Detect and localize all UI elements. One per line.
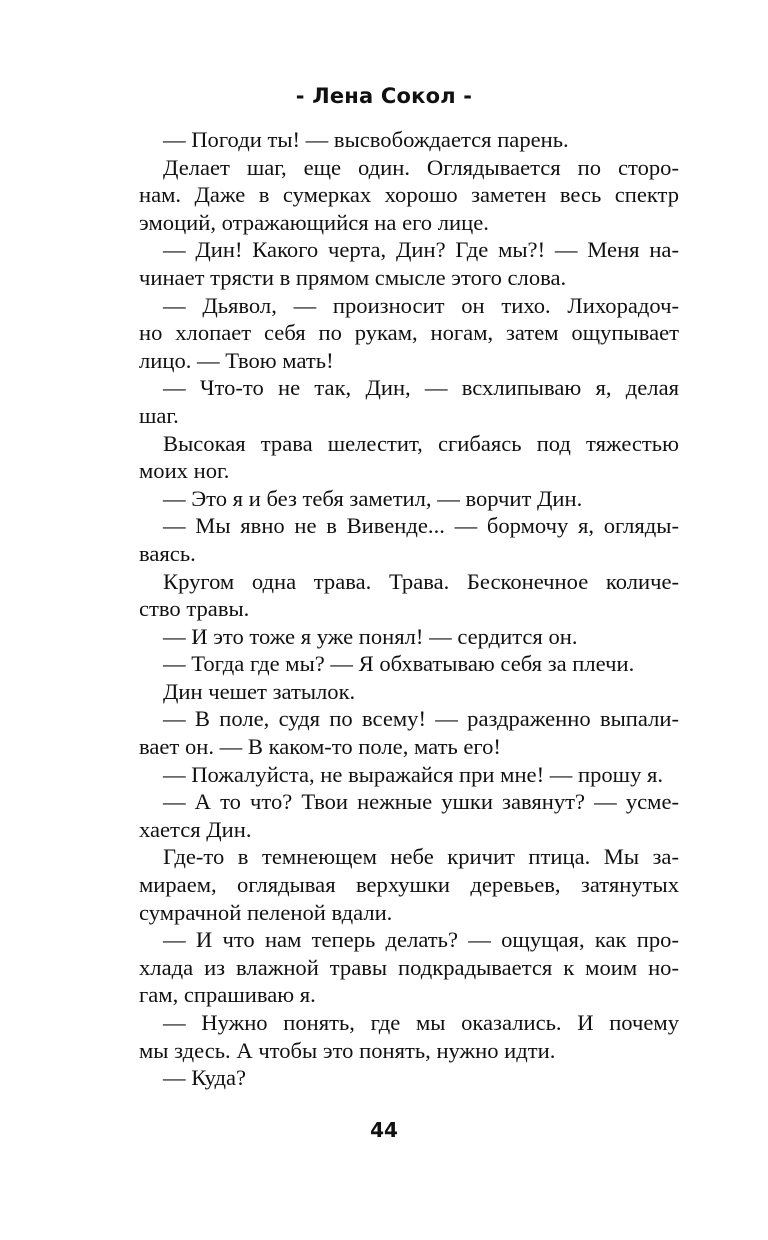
text-line: — Мы явно не в Вивенде... — бормочу я, огляды- [163,513,679,539]
text-line: Кругом одна трава. Трава. Бесконечное количе- [163,568,679,594]
text-line: мы здесь. А чтобы это понять, нужно идти. [139,1037,556,1063]
text-line: Где-то в темнеющем небе кричит птица. Мы за- [163,844,679,870]
text-line: моих ног. [139,458,230,484]
text-line: шаг. [139,402,179,428]
text-line: — Пожалуйста, не выражайся при мне! — прошу я. [163,761,664,787]
text-line: — В поле, судя по всему! — раздраженно выпали- [163,706,679,732]
text-line: лицо. — Твою мать! [139,347,334,373]
text-line: — Что-то не так, Дин, — всхлипываю я, делая [163,375,679,401]
text-line: — Нужно понять, где мы оказались. И почему [163,1010,679,1035]
text-line: — Погоди ты! — высвобождается парень. [163,127,569,152]
text-line: — И это тоже я уже понял! — сердится он. [163,623,578,649]
text-line: — Это я и без тебя заметил, — ворчит Дин. [163,485,583,511]
text-line: Делает шаг, еще один. Оглядывается по сторо- [163,154,679,180]
text-line: — Дьявол, — произносит он тихо. Лихорадоч- [163,292,679,318]
text-line: чинает трясти в прямом смысле этого слова. [139,264,567,290]
text-line: но хлопает себя по рукам, ногам, затем ощупывает [139,320,679,346]
text-line: ваясь. [139,540,196,566]
running-header-author: - Лена Сокол - [295,84,473,108]
text-line: эмоций, отражающийся на его лице. [139,209,489,235]
text-line: вает он. — В каком-то поле, мать его! [139,734,501,760]
text-line: мираем, оглядывая верхушки деревьев, затянутых [139,872,679,898]
text-line: гам, спрашиваю я. [139,982,316,1008]
text-line: хается Дин. [139,816,252,842]
text-line: — Куда? [163,1065,247,1091]
text-line: ство травы. [139,596,250,622]
text-line: Дин чешет затылок. [163,678,356,704]
text-line: сумрачной пеленой вдали. [139,899,393,925]
text-line: — Дин! Какого черта, Дин? Где мы?! — Меня на- [163,237,679,263]
body-text [139,126,679,1092]
text-line: нам. Даже в сумерках хорошо заметен весь спектр [139,182,679,208]
text-line: — А то что? Твои нежные ушки завянут? — усме- [163,789,679,815]
text-line: Высокая трава шелестит, сгибаясь под тяжестью [163,430,679,456]
page-number: 44 [370,1118,398,1142]
text-line: — Тогда где мы? — Я обхватываю себя за плечи. [163,651,635,677]
text-line: — И что нам теперь делать? — ощущая, как про- [163,927,679,953]
text-line: хлада из влажной травы подкрадывается к моим но- [139,954,679,980]
